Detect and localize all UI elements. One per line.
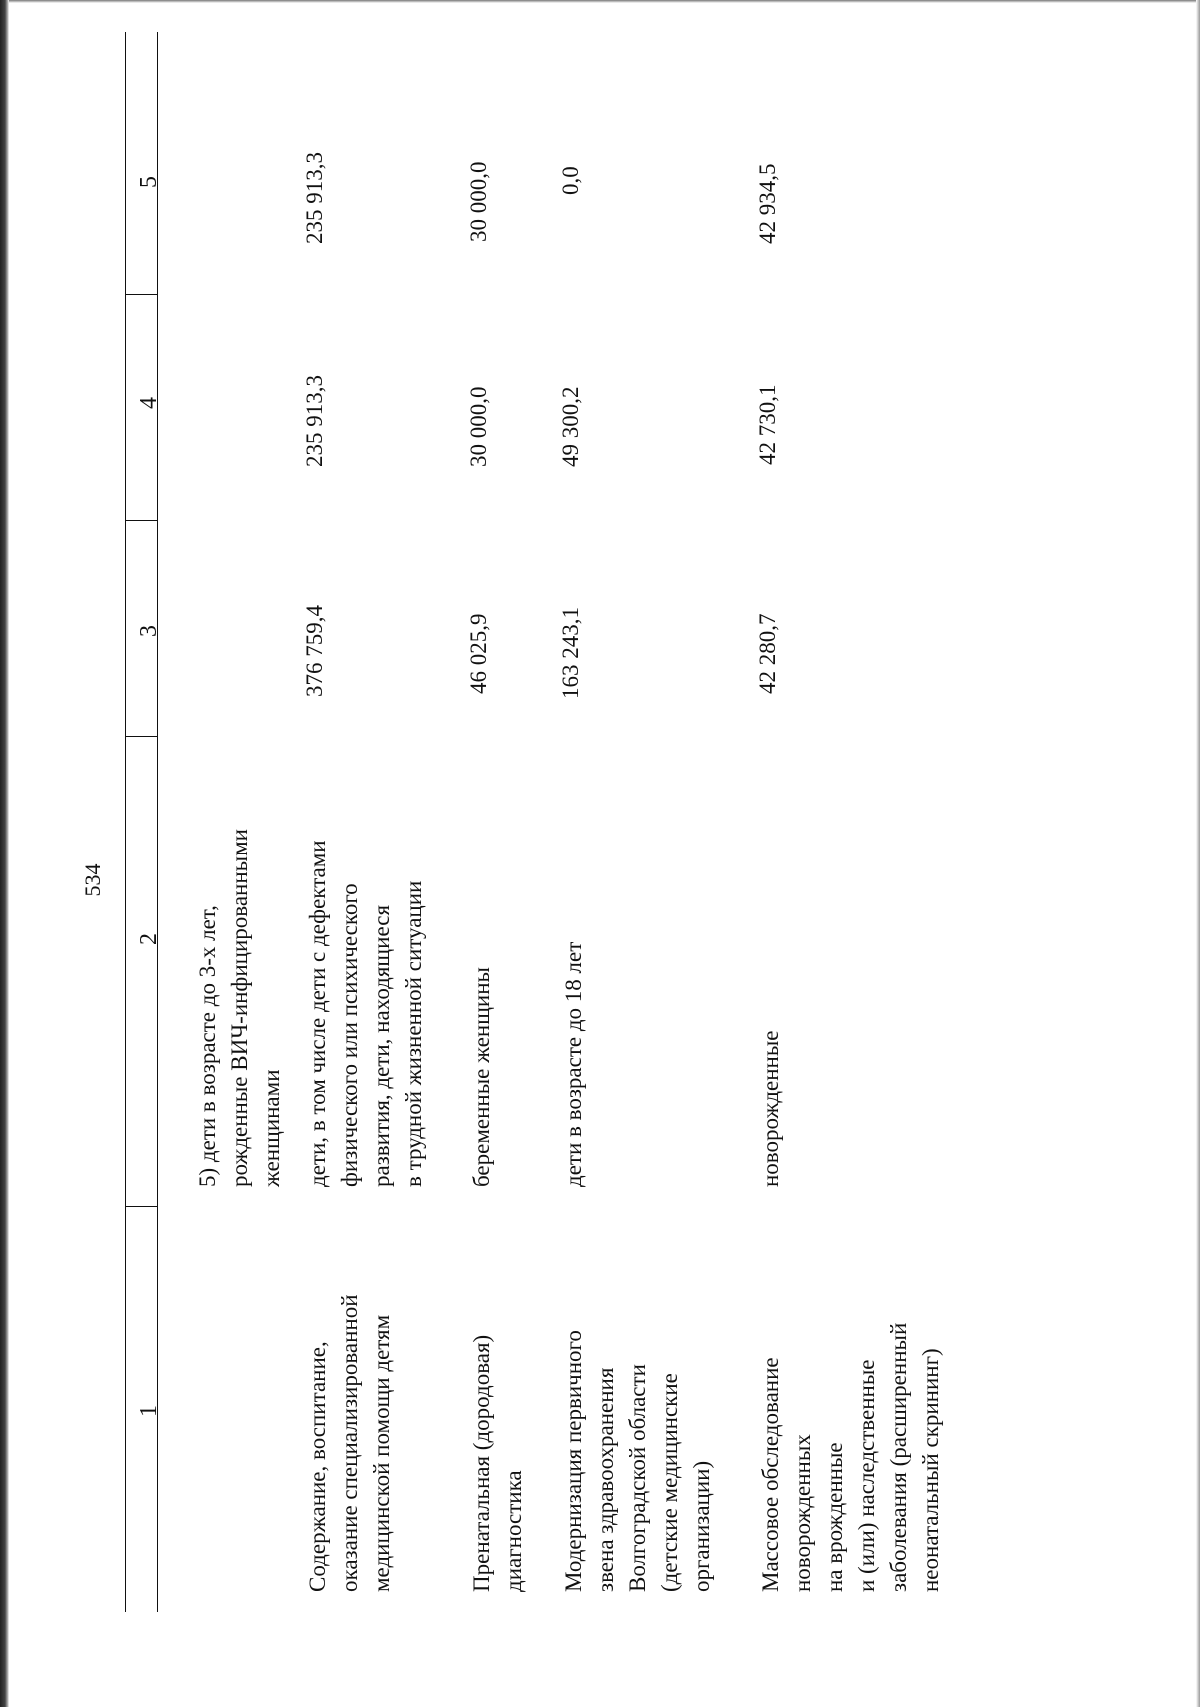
table-cell-row2-col5: 30 000,0 [466,161,491,242]
cell-line: (детские медицинские [657,1373,682,1592]
table-cell-row1-col5: 235 913,3 [302,152,327,244]
cell-line: на врожденные [822,1442,847,1592]
cell-line: медицинской помощи детям [369,1314,394,1592]
table-cell-row3-col4: 49 300,2 [558,386,583,467]
table-cell-row2-col1 [466,1335,530,1592]
cell-line: Пренатальная (дородовая) [469,1334,494,1592]
table-cell-row1-col2 [302,840,430,1187]
cell-line: новорожденных [790,1434,815,1592]
cell-line: Содержание, воспитание, [305,1341,330,1592]
cell-line: и (или) наследственные [854,1359,879,1592]
table-cell-row2-col2 [466,967,498,1187]
table-cell-row2-col4: 30 000,0 [466,386,491,467]
table-cell-row3-col2 [558,942,590,1187]
table-cell-row4-col2 [755,1030,787,1187]
table-cell-row1-col1 [302,1294,398,1592]
cell-line: в трудной жизненной ситуации [401,880,426,1187]
cell-line: женщинами [259,1069,284,1187]
cell-line: дети, в том числе дети с дефектами [305,840,330,1187]
table-header-bottom-rule [157,32,158,1612]
cell-line: дети в возрасте до 18 лет [561,941,586,1187]
table-cell-row3-col3: 163 243,1 [558,607,583,699]
table-header-top-rule [125,32,126,1612]
cell-line: беременные женщины [469,967,494,1187]
cell-line: диагностика [501,1470,526,1592]
column-header-4: 4 [136,397,162,409]
cell-line: звена здравоохранения [593,1367,618,1592]
table-cell-row3-col5: 0,0 [558,166,583,195]
page-number: 534 [80,863,105,897]
cell-line: новорожденные [758,1030,783,1187]
table-cell-row2-col3: 46 025,9 [466,613,491,694]
cell-line: Волгоградской области [625,1364,650,1592]
table-cell-row3-col1 [558,1330,718,1592]
column-header-1: 1 [136,1405,162,1417]
table-cell-row4-col5: 42 934,5 [755,163,780,244]
column-header-2: 2 [136,933,162,945]
cell-line: оказание специализированной [337,1294,362,1592]
cell-line: Модернизация первичного [561,1330,586,1592]
cell-line: неонатальный скрининг) [918,1348,943,1592]
cell-line: Массовое обследование [758,1357,783,1592]
header-col-separator [125,294,158,295]
table-cell-row4-col3: 42 280,7 [755,613,780,694]
cell-line: заболевания (расширенный [886,1322,911,1592]
cell-line: развития, дети, находящиеся [369,904,394,1187]
table-cell-row1-col4: 235 913,3 [302,375,327,467]
column-header-3: 3 [136,625,162,637]
cell-line: физического или психического [337,883,362,1187]
table-cell-row1-col3: 376 759,4 [302,605,327,697]
column-header-5: 5 [136,176,162,188]
header-col-separator [125,1206,158,1207]
header-col-separator [125,736,158,737]
header-col-separator [125,520,158,521]
table-cell-row4-col4: 42 730,1 [755,384,780,465]
table-cell-row0-col2 [192,829,288,1187]
cell-line: 5) дети в возрасте до 3-х лет, [195,905,220,1187]
table-cell-row4-col1 [755,1323,947,1592]
cell-line: рожденные ВИЧ-инфицированными [227,829,252,1187]
cell-line: организации) [689,1460,714,1592]
